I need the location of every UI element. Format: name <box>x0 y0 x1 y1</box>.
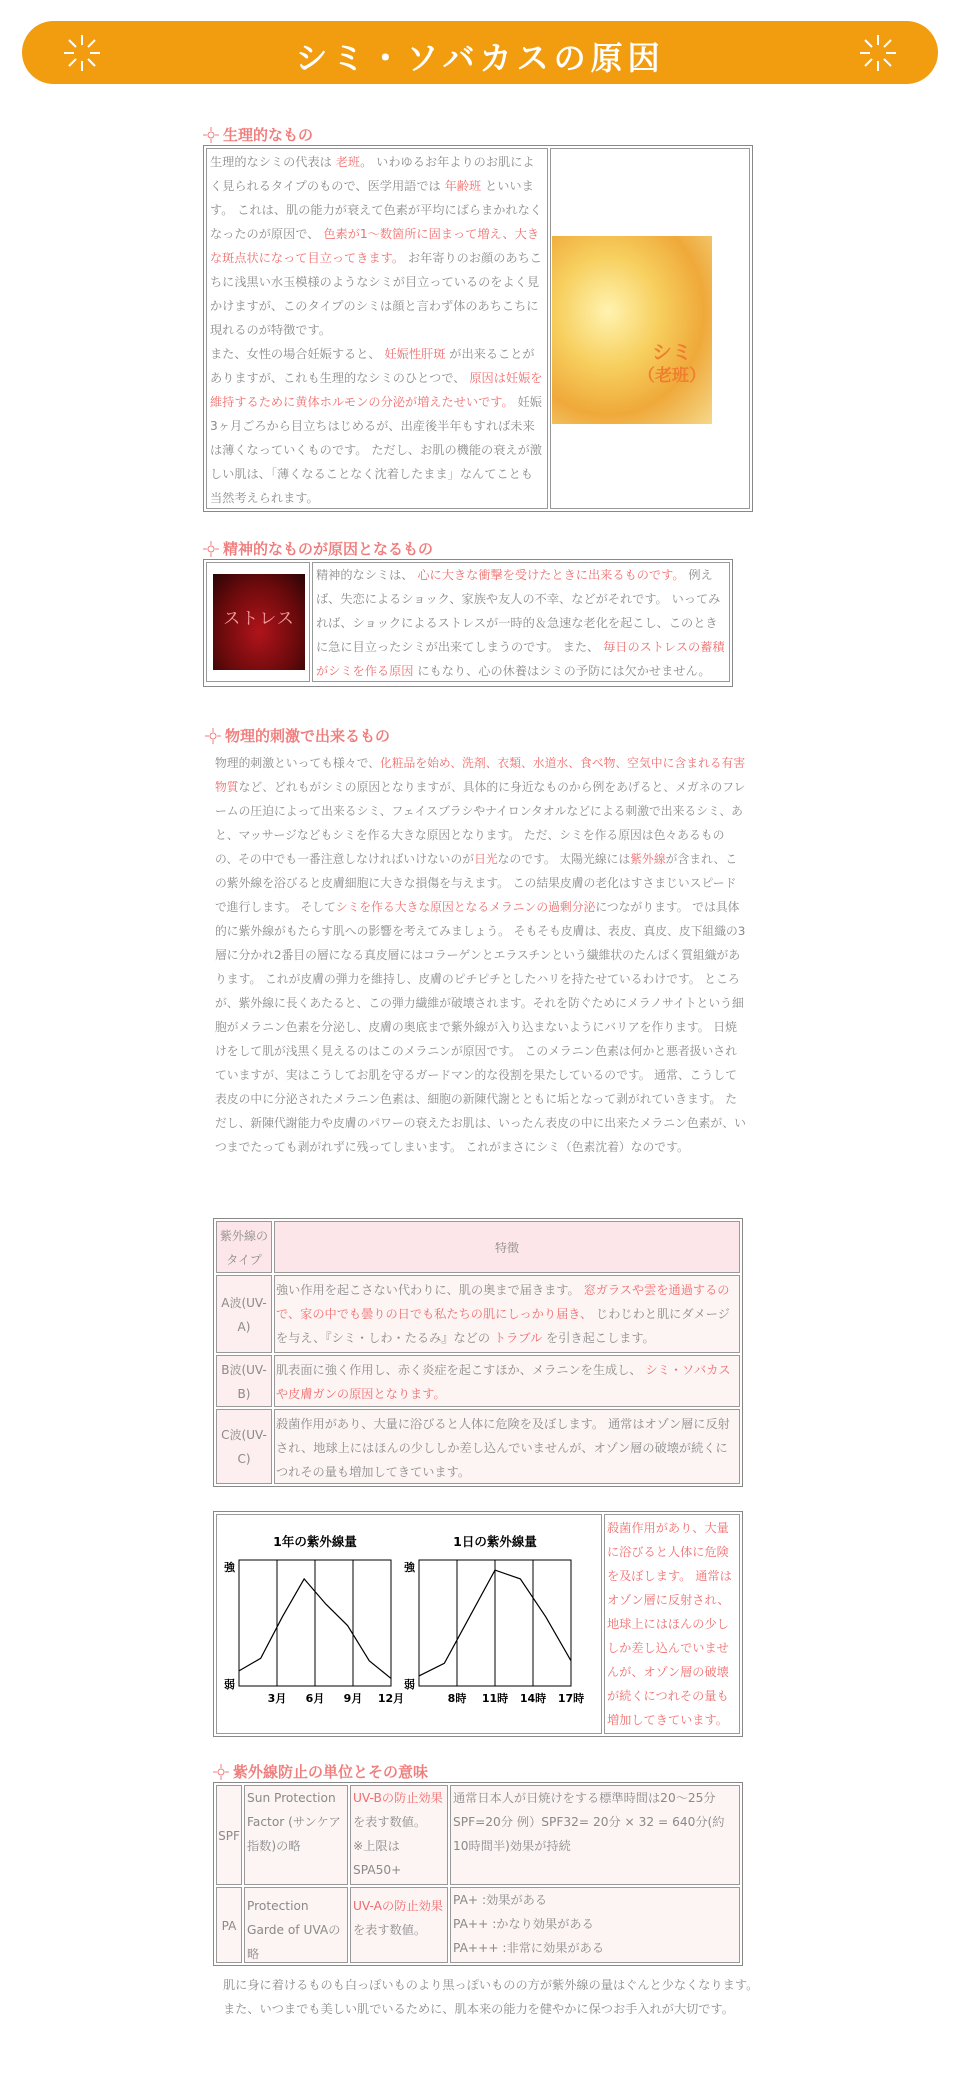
sparkle-icon <box>858 33 898 73</box>
y-tick-label: 弱 <box>404 1678 415 1691</box>
table-cell: PA+ :効果がある PA++ :かなり効果がある PA+++ :非常に効果がある <box>450 1887 740 1963</box>
table-cell: B波(UV-B) <box>216 1355 272 1407</box>
x-tick-label: 14時 <box>519 1692 547 1705</box>
section-heading-text: 精神的なものが原因となるもの <box>223 540 434 558</box>
section-heading <box>213 1761 428 1782</box>
paragraph: また、女性の場合妊娠すると、 妊娠性肝斑 が出来ることがありますが、これも生理的なシミのひとつで、 原因は妊娠を維持するために黄体ホルモンの分泌が増えたせいです。 妊娠3ヶ月ごろから目立ちはじめるが、出産後半年もすれば未来は薄くなっていくものです。 ただし、お肌の機能の衰えが激しい肌は、「薄くなることなく沈着したまま」なんてことも当然考えられます。 <box>210 347 543 505</box>
table-cell: 殺菌作用があり、大量に浴びると人体に危険を及ぼします。 通常はオゾン層に反射され、地球上にはほんの少ししか差し込んでいませんが、オゾン層の破壊が続くにつれその量も増加してきています。 <box>274 1409 740 1484</box>
x-tick-label: 11時 <box>481 1692 509 1705</box>
chart-side-text: 殺菌作用があり、大量に浴びると人体に危険を及ぼします。 通常はオゾン層に反射され、地球上にはほんの少ししか差し込んでいませんが、オゾン層の破壊が続くにつれその量も増加してきています。 <box>604 1514 740 1734</box>
uv-charts <box>217 1515 601 1733</box>
table-cell: 強い作用を起こさない代わりに、肌の奥まで届きます。 窓ガラスや雲を通過するので、家の中でも曇りの日でも私たちの肌にしっかり届き、 じわじわと肌にダメージを与え、『シミ・しわ・たるみ』などの トラブル を引き起こします。 <box>274 1275 740 1353</box>
table-cell: SPF <box>216 1785 242 1885</box>
section-heading <box>203 124 313 145</box>
body-text <box>215 751 747 1159</box>
footer-line: 肌に身に着けるものも白っぽいものより黒っぽいものの方が紫外線の量はぐんと少なくなります。 <box>223 1978 759 1992</box>
uv-unit-table <box>213 1782 743 1966</box>
image-cell <box>550 148 750 509</box>
table-cell: UV-Bの防止効果 を表す数値。 ※上限はSPA50+ <box>350 1785 448 1885</box>
flower-icon <box>205 728 221 744</box>
section-frame <box>203 559 733 687</box>
flower-icon <box>203 541 219 557</box>
y-tick-label: 強 <box>224 1561 235 1574</box>
aging-spot-photo <box>552 236 712 424</box>
text-cell <box>206 148 548 509</box>
table-header: 特徴 <box>274 1221 740 1273</box>
uv-chart-frame <box>213 1511 743 1737</box>
y-tick-label: 弱 <box>224 1678 235 1691</box>
chart-title: 1年の紫外線量 <box>273 1534 357 1549</box>
table-cell: PA <box>216 1887 242 1963</box>
chart-cell <box>216 1514 602 1734</box>
stress-photo <box>213 574 305 670</box>
section-heading-text: 生理的なもの <box>223 126 314 144</box>
image-label: （老班） <box>638 366 706 386</box>
section-heading <box>205 725 390 746</box>
section-heading-text: 紫外線防止の単位とその意味 <box>233 1763 429 1781</box>
paragraph: 生理的なシミの代表は 老班。 いわゆるお年よりのお肌によく見られるタイプのもので、医学用語では 年齢班 といいます。 これは、肌の能力が衰えて色素が平均にばらまかれなくなったのが原因で、 色素が1～数箇所に固まって増え、大きな斑点状になって目立ってきます。 お年寄りのお顔のあちこちに浅黒い水玉模様のようなシミが目立っているのをよく見かけますが、このタイプのシミは顔と言わず体のあちこちに現れるのが特徴です。 <box>210 155 542 337</box>
table-cell: Protection Garde of UVAの略 <box>244 1887 348 1963</box>
image-label: シミ <box>652 340 692 364</box>
text-cell <box>312 562 730 682</box>
flower-icon <box>203 127 219 143</box>
table-cell: 通常日本人が日焼けをする標準時間は20～25分 SPF=20分 例）SPF32= 20分 × 32 = 640分(約10時間半)効果が持続 <box>450 1785 740 1885</box>
chart-title: 1日の紫外線量 <box>453 1534 537 1549</box>
flower-icon <box>213 1764 229 1780</box>
footer-line: また、いつまでも美しい肌でいるために、肌本来の能力を健やかに保つお手入れが大切です。 <box>223 2002 734 2016</box>
x-tick-label: 17時 <box>557 1692 585 1705</box>
x-tick-label: 3月 <box>267 1692 287 1705</box>
table-cell: UV-Aの防止効果 を表す数値。 <box>350 1887 448 1963</box>
paragraph: 精神的なシミは、 心に大きな衝撃を受けたときに出来るものです。 例えば、失恋によるショック、家族や友人の不幸、などがそれです。 いってみれば、ショックによるストレスが一時的＆急速な老化を起こし、このときに急に目立ったシミが出来てしまうのです。 また、 毎日のストレスの蓄積がシミを作る原因 にもなり、心の休養はシミの予防には欠かせません。 <box>316 568 725 678</box>
x-tick-label: 9月 <box>343 1692 363 1705</box>
uv-type-table <box>213 1218 743 1487</box>
page-title: シミ・ソバカスの原因 <box>295 39 665 77</box>
x-tick-label: 8時 <box>447 1692 467 1705</box>
image-cell <box>206 562 310 682</box>
image-label: ストレス <box>223 609 295 629</box>
x-tick-label: 6月 <box>305 1692 325 1705</box>
table-header: 紫外線のタイプ <box>216 1221 272 1273</box>
y-tick-label: 強 <box>404 1561 415 1574</box>
section-heading <box>203 538 433 559</box>
section-frame <box>203 145 753 512</box>
footer-text <box>223 1973 763 2021</box>
section-heading-text: 物理的刺激で出来るもの <box>225 727 391 745</box>
table-cell: Sun Protection Factor (サンケア指数)の略 <box>244 1785 348 1885</box>
x-tick-label: 12月 <box>377 1692 405 1705</box>
table-cell: C波(UV-C) <box>216 1409 272 1484</box>
table-cell: A波(UV-A) <box>216 1275 272 1353</box>
table-cell: 肌表面に強く作用し、赤く炎症を起こすほか、メラニンを生成し、 シミ・ソバカスや皮膚ガンの原因となります。 <box>274 1355 740 1407</box>
title-banner <box>22 21 938 84</box>
paragraph: 物理的刺激といっても様々で、化粧品を始め、洗剤、衣類、水道水、食べ物、空気中に含まれる有害物質など、どれもがシミの原因となりますが、具体的に身近なものから例をあげると、メガネのフレームの圧迫によって出来るシミ、フェイスブラシやナイロンタオルなどによる刺激で出来るシミ、あと、マッサージなどもシミを作る大きな原因となります。 ただ、シミを作る原因は色々あるものの、その中でも一番注意しなければいけないのが日光なのです。 太陽光線には紫外線が含まれ、この紫外線を浴びると皮膚細胞に大きな損傷を与えます。 この結果皮膚の老化はすさまじいスピードで進行します。 そしてシミを作る大きな原因となるメラニンの過剰分泌につながります。 では具体的に紫外線がもたらす肌への影響を考えてみましょう。 そもそも皮膚は、表皮、真皮、皮下組織の3層に分かれ2番目の層になる真皮層にはコラーゲンとエラスチンという繊維状のたんぱく質組織があります。 これが皮膚の弾力を維持し、皮膚のピチピチとしたハリを持たせているわけです。 ところが、紫外線に長くあたると、この弾力繊維が破壊されます。それを防ぐためにメラノサイトという細胞がメラニン色素を分泌し、皮膚の奥底まで紫外線が入り込まないようにバリアを作ります。 日焼けをして肌が浅黒く見えるのはこのメラニンが原因です。 このメラニン色素は何かと悪者扱いされていますが、実はこうしてお肌を守るガードマン的な役割を果たしているのです。 通常、こうして表皮の中に分泌されたメラニン色素は、細胞の新陳代謝とともに垢となって剥がれていきます。 ただし、新陳代謝能力や皮膚のパワーの衰えたお肌は、いったん表皮の中に出来たメラニン色素が、いつまでたっても剥がれずに残ってしまいます。 これがまさにシミ（色素沈着）なのです。 <box>215 756 746 1154</box>
